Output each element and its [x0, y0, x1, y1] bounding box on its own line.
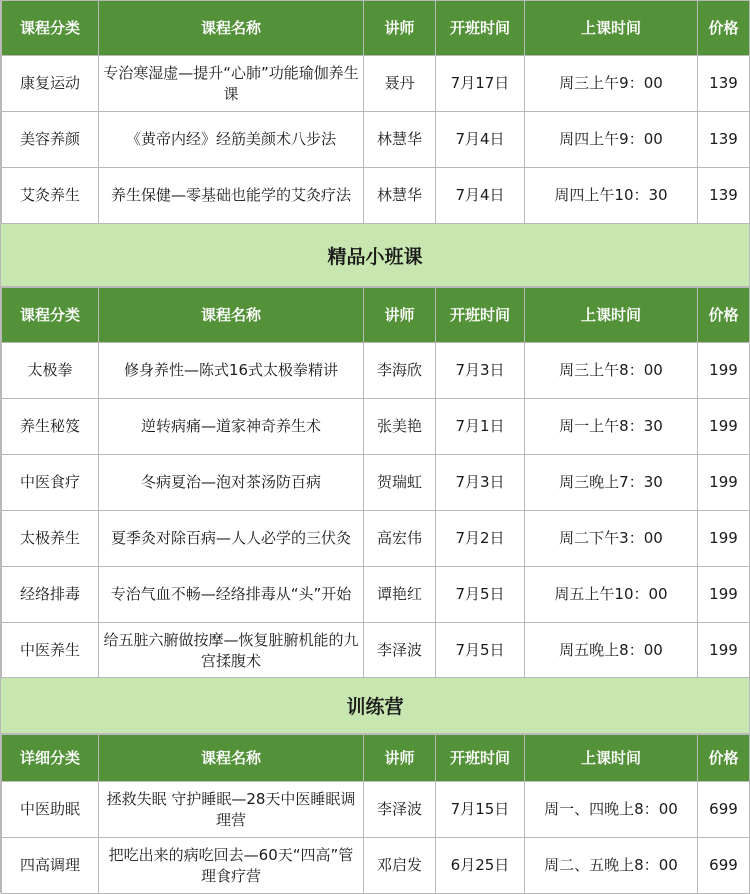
cell-price: 139: [698, 168, 750, 224]
cell-category: 太极拳: [2, 343, 99, 399]
cell-course-name: 拯救失眠 守护睡眠—28天中医睡眠调理营: [99, 782, 364, 838]
cell-class-time: 周三晚上7：30: [525, 455, 698, 511]
cell-course-name: 逆转病痛—道家神奇养生术: [99, 399, 364, 455]
cell-category: 四高调理: [2, 838, 99, 894]
cell-price: 199: [698, 567, 750, 623]
cell-class-time: 周五晚上8：00: [525, 623, 698, 679]
table-row: [2, 168, 750, 224]
table-row: [2, 623, 750, 679]
cell-class-time: 周二、五晚上8：00: [525, 838, 698, 894]
table-row: [2, 455, 750, 511]
header-teacher: 讲师: [364, 1, 436, 56]
header-price: 价格: [698, 735, 750, 782]
cell-start-date: 7月4日: [436, 168, 525, 224]
cell-price: 199: [698, 623, 750, 679]
header-course-name: 课程名称: [99, 1, 364, 56]
cell-class-time: 周四上午10：30: [525, 168, 698, 224]
cell-category: 康复运动: [2, 56, 99, 112]
cell-start-date: 7月5日: [436, 623, 525, 679]
cell-category: 中医食疗: [2, 455, 99, 511]
table-block-3: [1, 734, 750, 894]
cell-class-time: 周二下午3：00: [525, 511, 698, 567]
cell-category: 艾灸养生: [2, 168, 99, 224]
cell-teacher: 林慧华: [364, 168, 436, 224]
cell-class-time: 周三上午9：00: [525, 56, 698, 112]
cell-start-date: 7月5日: [436, 567, 525, 623]
cell-course-name: 冬病夏治—泡对茶汤防百病: [99, 455, 364, 511]
cell-start-date: 7月1日: [436, 399, 525, 455]
table-row: [2, 511, 750, 567]
header-price: 价格: [698, 1, 750, 56]
table-row: [2, 567, 750, 623]
header-category: 课程分类: [2, 1, 99, 56]
table-row: [2, 56, 750, 112]
cell-price: 699: [698, 838, 750, 894]
header-class-time: 上课时间: [525, 288, 698, 343]
cell-teacher: 高宏伟: [364, 511, 436, 567]
table-row: [2, 343, 750, 399]
cell-price: 199: [698, 455, 750, 511]
cell-course-name: 专治气血不畅—经络排毒从“头”开始: [99, 567, 364, 623]
cell-class-time: 周一上午8：30: [525, 399, 698, 455]
cell-course-name: 专治寒湿虚—提升“心肺”功能瑜伽养生课: [99, 56, 364, 112]
section-title-small-class: 精品小班课: [1, 223, 749, 287]
cell-start-date: 6月25日: [436, 838, 525, 894]
cell-price: 199: [698, 399, 750, 455]
cell-course-name: 夏季灸对除百病—人人必学的三伏灸: [99, 511, 364, 567]
cell-teacher: 李海欣: [364, 343, 436, 399]
cell-start-date: 7月2日: [436, 511, 525, 567]
table-header-row: [2, 1, 750, 56]
header-course-name: 课程名称: [99, 735, 364, 782]
header-class-time: 上课时间: [525, 735, 698, 782]
table-row: [2, 399, 750, 455]
table-block-1: [1, 0, 750, 224]
cell-category: 经络排毒: [2, 567, 99, 623]
header-category: 课程分类: [2, 288, 99, 343]
cell-category: 中医养生: [2, 623, 99, 679]
cell-start-date: 7月3日: [436, 343, 525, 399]
header-teacher: 讲师: [364, 735, 436, 782]
section-title-training-camp: 训练营: [1, 677, 749, 734]
cell-category: 中医助眠: [2, 782, 99, 838]
cell-course-name: 养生保健—零基础也能学的艾灸疗法: [99, 168, 364, 224]
cell-class-time: 周三上午8：00: [525, 343, 698, 399]
header-category: 详细分类: [2, 735, 99, 782]
cell-class-time: 周五上午10：00: [525, 567, 698, 623]
cell-course-name: 给五脏六腑做按摩—恢复脏腑机能的九宫揉腹术: [99, 623, 364, 679]
header-start-date: 开班时间: [436, 1, 525, 56]
header-course-name: 课程名称: [99, 288, 364, 343]
cell-teacher: 张美艳: [364, 399, 436, 455]
cell-class-time: 周四上午9：00: [525, 112, 698, 168]
table-header-row: [2, 288, 750, 343]
header-start-date: 开班时间: [436, 735, 525, 782]
cell-price: 139: [698, 112, 750, 168]
table-row: [2, 782, 750, 838]
cell-teacher: 谭艳红: [364, 567, 436, 623]
cell-class-time: 周一、四晚上8：00: [525, 782, 698, 838]
cell-start-date: 7月3日: [436, 455, 525, 511]
cell-start-date: 7月17日: [436, 56, 525, 112]
cell-teacher: 林慧华: [364, 112, 436, 168]
cell-teacher: 贺瑞虹: [364, 455, 436, 511]
cell-teacher: 李泽波: [364, 782, 436, 838]
cell-course-name: 修身养性—陈式16式太极拳精讲: [99, 343, 364, 399]
cell-course-name: 《黄帝内经》经筋美颜术八步法: [99, 112, 364, 168]
header-teacher: 讲师: [364, 288, 436, 343]
cell-start-date: 7月15日: [436, 782, 525, 838]
cell-course-name: 把吃出来的病吃回去—60天“四高”管理食疗营: [99, 838, 364, 894]
cell-price: 199: [698, 343, 750, 399]
cell-teacher: 聂丹: [364, 56, 436, 112]
cell-teacher: 李泽波: [364, 623, 436, 679]
cell-category: 美容养颜: [2, 112, 99, 168]
header-class-time: 上课时间: [525, 1, 698, 56]
cell-start-date: 7月4日: [436, 112, 525, 168]
header-price: 价格: [698, 288, 750, 343]
cell-category: 太极养生: [2, 511, 99, 567]
cell-teacher: 邓启发: [364, 838, 436, 894]
table-block-2: [1, 287, 750, 679]
cell-category: 养生秘笈: [2, 399, 99, 455]
table-row: [2, 112, 750, 168]
table-header-row: [2, 735, 750, 782]
header-start-date: 开班时间: [436, 288, 525, 343]
cell-price: 699: [698, 782, 750, 838]
cell-price: 199: [698, 511, 750, 567]
table-row: [2, 838, 750, 894]
cell-price: 139: [698, 56, 750, 112]
